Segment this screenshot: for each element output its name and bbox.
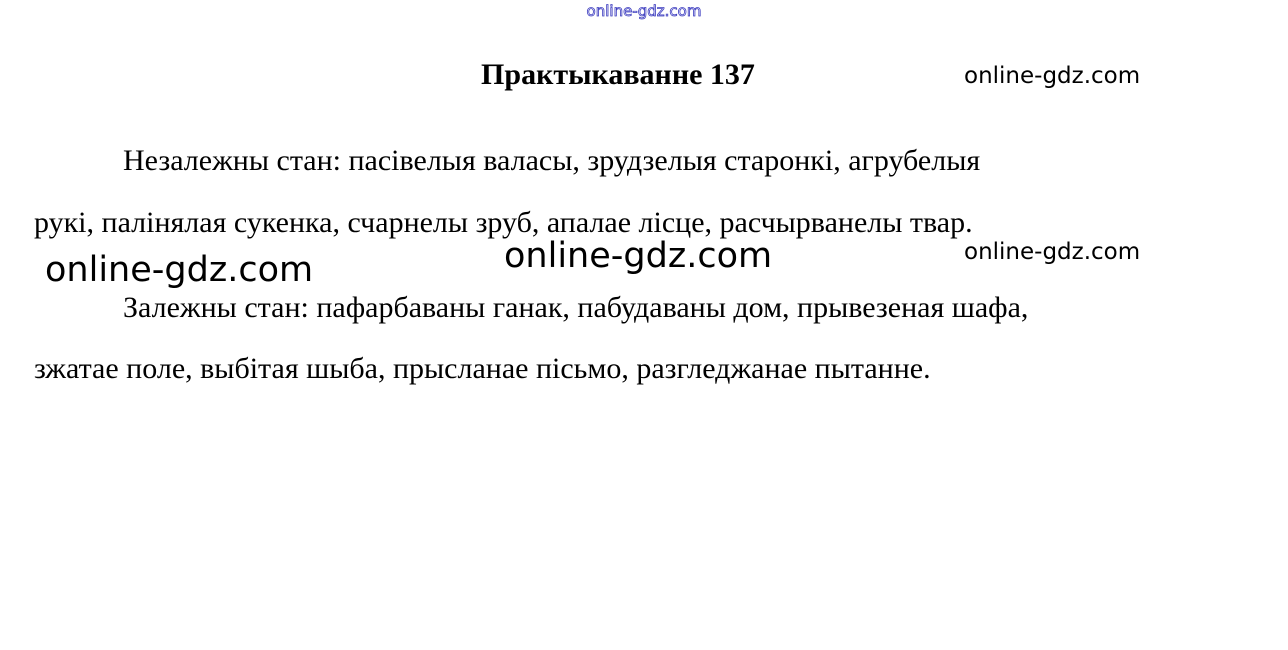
paragraph-2-line-2: зжатае поле, выбітая шыба, прысланае пісьмо, разгледжанае пытанне. [34,352,931,385]
page-title: Практыкаванне 137 [481,58,755,91]
paragraph-1-line-2: рукі, палінялая сукенка, счарнелы зруб, апалае лісце, расчырванелы твар. [34,206,973,239]
paragraph-2-line-1: Залежны стан: пафарбаваны ганак, пабудаваны дом, прывезеная шафа, [123,291,1029,324]
watermark-middle-right: online-gdz.com [964,239,1141,265]
top-watermark: online-gdz.com [586,2,702,20]
paragraph-1-line-1: Незалежны стан: пасівелыя валасы, зрудзелыя старонкі, агрубелыя [123,144,981,177]
watermark-middle-center: online-gdz.com [504,236,773,276]
watermark-top-right: online-gdz.com [964,63,1141,89]
watermark-middle-left: online-gdz.com [45,250,314,290]
